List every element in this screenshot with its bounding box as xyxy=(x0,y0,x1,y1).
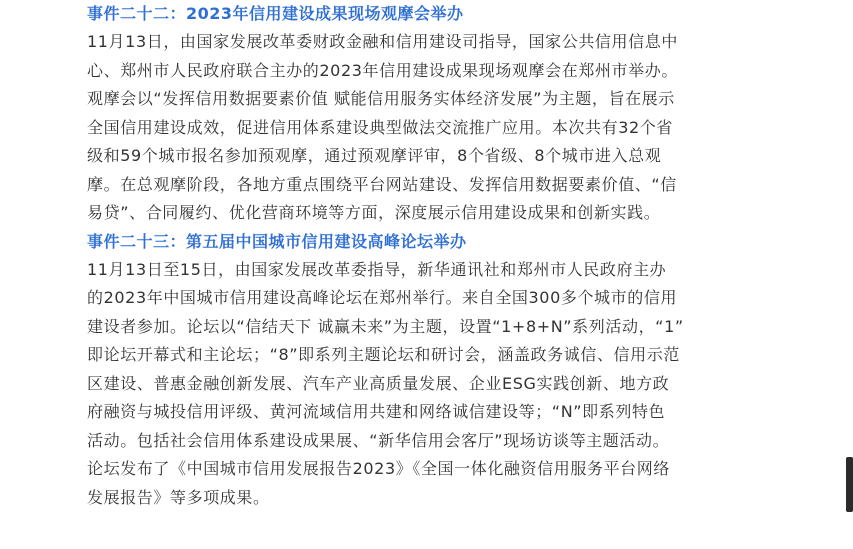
paragraph-line: 建设者参加。论坛以“信结天下 诚赢未来”为主题，设置“1+8+N”系列活动，“1” xyxy=(87,316,684,336)
event-22-section xyxy=(87,0,787,228)
paragraph-line: 心、郑州市人民政府联合主办的2023年信用建设成果现场观摩会在郑州市举办。 xyxy=(87,60,678,80)
paragraph-line: 论坛发布了《中国城市信用发展报告2023》《全国一体化融资信用服务平台网络 xyxy=(87,459,670,478)
paragraph-line: 11月13日至15日，由国家发展改革委指导，新华通讯社和郑州市人民政府主办 xyxy=(87,259,667,279)
article-content xyxy=(87,0,787,512)
paragraph-line: 活动。包括社会信用体系建设成果展、“新华信用会客厅”现场访谈等主题活动。 xyxy=(87,430,670,450)
paragraph-line: 易贷”、合同履约、优化营商环境等方面，深度展示信用建设成果和创新实践。 xyxy=(87,203,661,222)
paragraph-line: 府融资与城投信用评级、黄河流域信用共建和网络诚信建设等；“N”即系列特色 xyxy=(87,402,666,421)
event-23-paragraph xyxy=(87,256,787,513)
event-23-heading: 事件二十三：第五届中国城市信用建设高峰论坛举办 xyxy=(87,231,467,251)
paragraph-line: 全国信用建设成效，促进信用体系建设典型做法交流推广应用。本次共有32个省 xyxy=(87,117,673,137)
paragraph-line: 11月13日，由国家发展改革委财政金融和信用建设司指导，国家公共信用信息中 xyxy=(87,32,678,51)
paragraph-line: 发展报告》等多项成果。 xyxy=(87,487,270,507)
scrollbar-thumb[interactable] xyxy=(846,457,853,512)
event-22-heading: 事件二十二：2023年信用建设成果现场观摩会举办 xyxy=(87,4,464,23)
paragraph-line: 观摩会以“发挥信用数据要素价值 赋能信用服务实体经济发展”为主题，旨在展示 xyxy=(87,89,675,108)
paragraph-line: 区建设、普惠金融创新发展、汽车产业高质量发展、企业ESG实践创新、地方政 xyxy=(87,373,670,393)
paragraph-line: 级和59个城市报名参加预观摩，通过预观摩评审，8个省级、8个城市进入总观 xyxy=(87,146,662,165)
paragraph-line: 摩。在总观摩阶段，各地方重点围绕平台网站建设、发挥信用数据要素价值、“信 xyxy=(87,174,677,194)
paragraph-line: 的2023年中国城市信用建设高峰论坛在郑州举行。来自全国300多个城市的信用 xyxy=(87,288,678,307)
event-23-section xyxy=(87,228,787,513)
event-22-paragraph xyxy=(87,28,787,228)
paragraph-line: 即论坛开幕式和主论坛；“8”即系列主题论坛和研讨会，涵盖政务诚信、信用示范 xyxy=(87,345,680,364)
